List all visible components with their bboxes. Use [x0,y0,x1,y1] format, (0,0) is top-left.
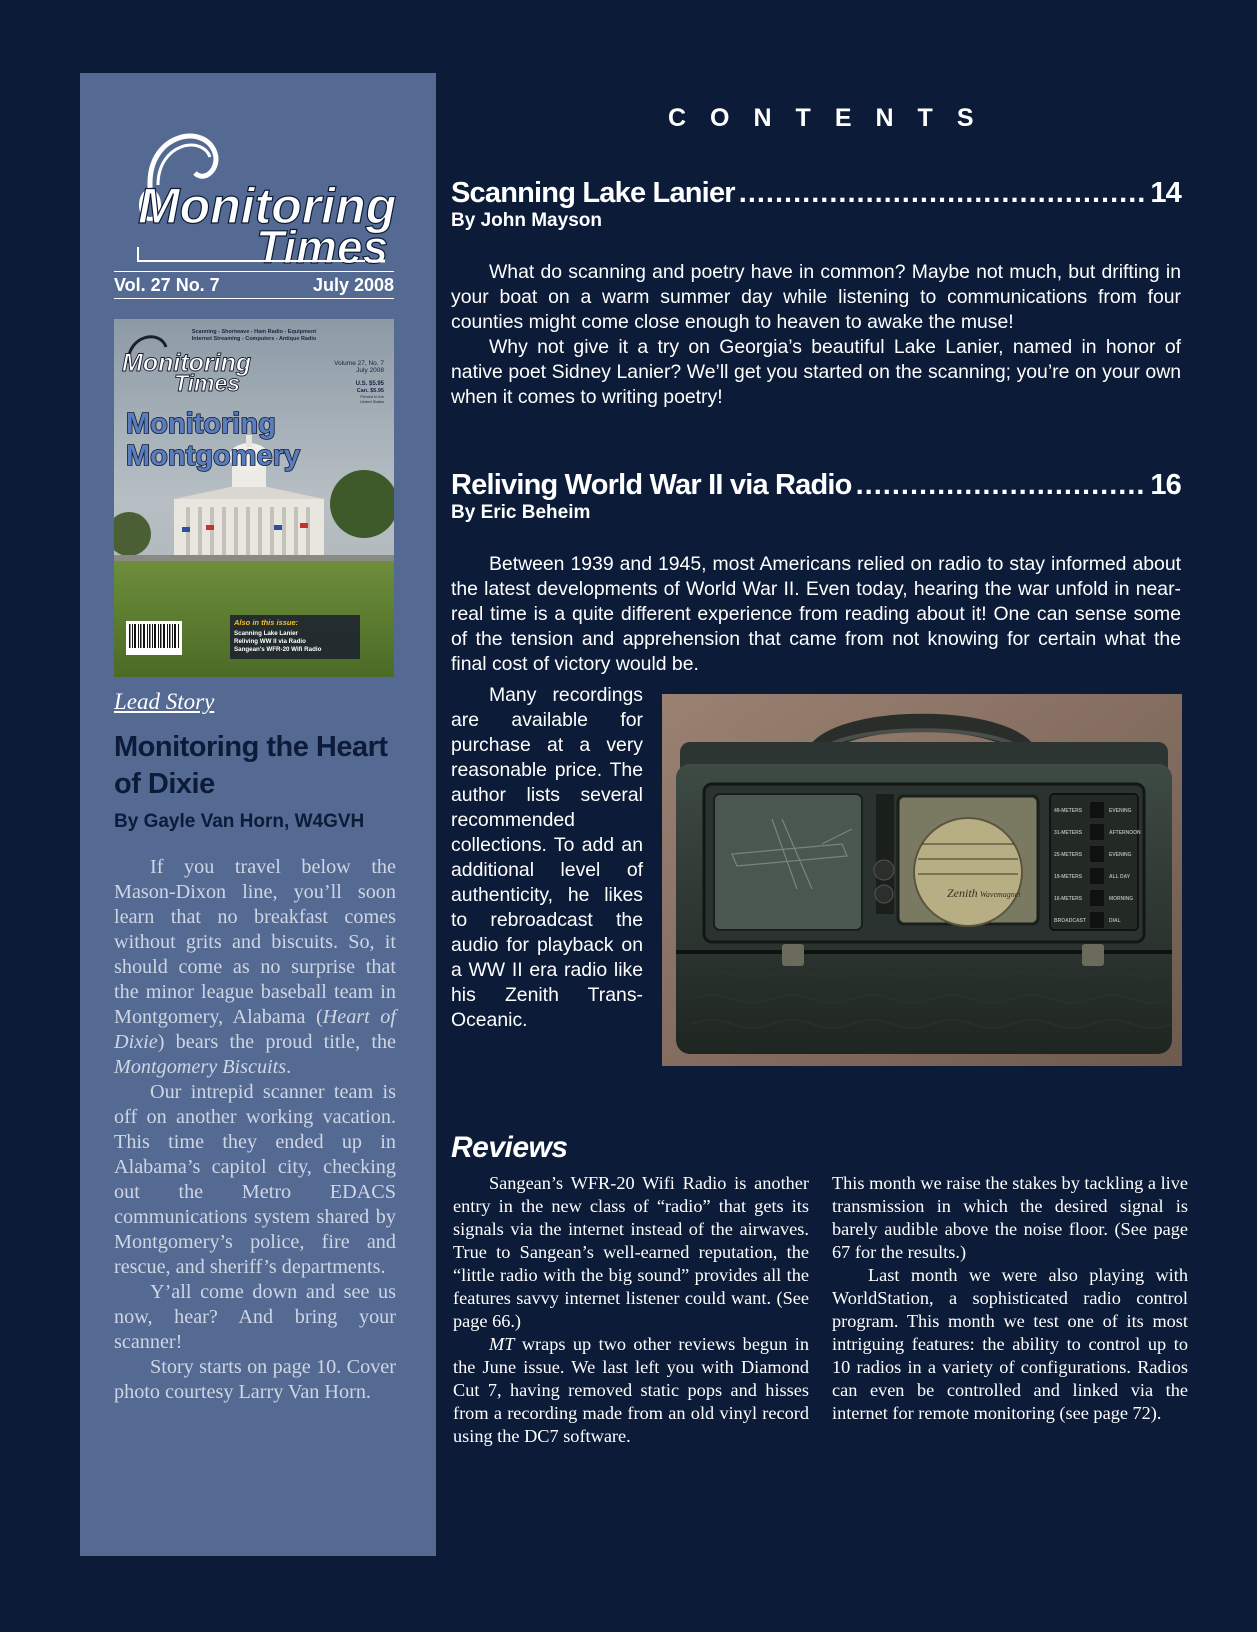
cover-price-us: U.S. $5.95 [355,381,384,387]
band-time-label: EVENING [1109,808,1132,814]
band-time-label: AFTERNOON [1109,830,1141,836]
article-narrow-column [451,683,643,1033]
cover-volume: Volume 27, No. 7 [334,360,384,367]
cover-price-can: Can. $5.95 [356,388,384,394]
article-reliving-ww2 [451,468,1181,677]
cover-headline-2: Montgomery [126,440,300,472]
article-paragraph: What do scanning and poetry have in common? Maybe not much, but drifting in your boat on a warm summer day while listening to communications from four counties might come close enough to heaven to awake the muse! [451,261,1181,333]
dial-model: Wavemagnet [980,890,1021,899]
review-text: wraps up two other reviews begun in the June issue. We last left you with Diamond Cut 7, having removed static pops and hisses from a recording made from an old vinyl record using the DC7 software. [453,1334,809,1446]
reviews-column-right [832,1172,1188,1425]
volume-number: Vol. 27 No. 7 [114,275,220,295]
issue-info [114,275,394,299]
article-body [451,552,1181,677]
article-body [451,260,1181,410]
lead-story-title: Monitoring the Heart of Dixie [114,731,388,800]
cover-printed-1: Printed in the [360,394,384,399]
article-title: Scanning Lake Lanier [451,177,735,209]
cover-logo-monitoring: Monitoring [122,349,252,377]
lead-story-body [114,855,396,1405]
volume-rule [114,271,394,272]
zenith-radio-photo [662,694,1182,1066]
band-time-label: EVENING [1109,852,1132,858]
review-paragraph: This month we raise the stakes by tackling a live transmission in which the desired signal is barely audible above the noise floor. (See page 67 for the results.) [832,1173,1188,1262]
cover-also-2: Reliving WW II via Radio [234,638,306,645]
reviews-heading: Reviews [451,1131,568,1164]
review-paragraph: Last month we were also playing with WorldStation, a sophisticated radio control program. This month we test one of its most intriguing features: the ability to control up to 10 radios in a variety of configurations. Radios can even be controlled and linked via the internet for remote monitoring (see page 72). [832,1265,1188,1423]
article-title-row[interactable] [451,176,1181,210]
lead-paragraph-1 [114,855,396,1080]
band-label: 31-METERS [1054,830,1083,836]
article-page-number: 14 [1150,177,1181,209]
lead-story-byline: By Gayle Van Horn, W4GVH [114,811,365,832]
band-time-label: ALL DAY [1109,874,1131,880]
cover-logo-times: Times [174,370,241,396]
band-label: 25-METERS [1054,852,1083,858]
issue-date: July 2008 [312,275,394,295]
article-byline: By John Mayson [451,210,602,231]
article-page-number: 16 [1150,469,1181,501]
lead-story-label[interactable]: Lead Story [114,689,215,714]
lead-p1-text-c: . [286,1056,292,1078]
review-paragraph: Sangean’s WFR-20 Wifi Radio is another entry in the new class of “radio” that gets its signals via the internet instead of the airwaves. True to Sangean’s well-earned reputation, the “little radio with the big sound” provides all the features savvy internet listener could want. (See page 66.) [453,1173,809,1331]
article-paragraph: Why not give it a try on Georgia’s beautiful Lake Lanier, named in honor of native poet Sidney Lanier? We’ll get you started on the scanning; you’re on your own when it comes to writing poetry! [451,336,1181,408]
lead-story [114,689,396,1405]
cover-tagline-2: Internet Streaming - Computers - Antique Radio [191,336,317,342]
lead-p1-em-1: Heart of Dixie [114,1006,396,1053]
band-label: BROADCAST [1054,918,1086,924]
lead-p1-em-2: Montgomery Biscuits [114,1056,287,1078]
article-title: Reliving World War II via Radio [451,469,852,501]
band-label: 19-METERS [1054,874,1083,880]
band-time-label: MORNING [1109,896,1134,902]
article-title-row[interactable] [451,468,1181,502]
dial-brand: Zenith [947,886,978,900]
lead-paragraph-4: Story starts on page 10. Cover photo courtesy Larry Van Horn. [114,1356,396,1403]
cover-also-3: Sangean's WFR-20 Wifi Radio [234,646,322,653]
cover-headline-1: Monitoring [126,408,276,440]
article-paragraph: Many recordings are available for purchase at a very reasonable price. The author lists several recommended collections. To add an additional level of authenticity, he likes to rebroadcast the audio for playback on a WW II era radio like his Zenith Trans-Oceanic. [451,684,643,1031]
band-time-label: DIAL [1109,918,1121,924]
sidebar-panel [80,73,436,1556]
lead-paragraph-2: Our intrepid scanner team is off on another working vacation. This time they ended up in Alabama’s capitol city, checking out the Metro EDACS communications system shared by Montgomery’s police, fire and rescue, and sheriff’s departments. [114,1081,396,1278]
contents-heading: CONTENTS [668,104,998,132]
article-paragraph: Between 1939 and 1945, most Americans relied on radio to stay informed about the latest developments of World War II. Even today, hearing the war unfold in near-real time is a quite different experience from reading about it! One can sense some of the tension and apprehension that came from not knowing for certain what the final cost of victory would be. [451,553,1181,675]
article-byline: By Eric Beheim [451,502,591,523]
band-label: 16-METERS [1054,896,1083,902]
cover-also-1: Scanning Lake Lanier [234,630,298,637]
review-paragraph [453,1333,809,1448]
dot-leader [739,176,1147,210]
article-scanning-lake-lanier [451,176,1181,410]
lead-p1-text-b: ) bears the proud title, the [157,1031,396,1053]
monitoring-times-logo [110,113,410,273]
review-em: MT [489,1334,515,1354]
cover-printed-2: United States [359,399,384,404]
cover-also-label: Also in this issue: [234,618,299,627]
dot-leader [856,468,1147,502]
cover-tagline-1: Scanning - Shortwave - Ham Radio - Equipment [191,329,317,335]
reviews-column-left [453,1172,809,1448]
cover-thumbnail [114,319,394,677]
band-label: 49-METERS [1054,808,1083,814]
lead-p1-text-a: If you travel below the Mason-Dixon line, you’ll soon learn that no breakfast comes without grits and biscuits. So, it should come as no surprise that the minor league baseball team in Montgomery, Alabama ( [114,856,396,1028]
lead-paragraph-3: Y’all come down and see us now, hear? And bring your scanner! [114,1281,396,1353]
cover-date: July 2008 [356,367,384,374]
logo-word-monitoring: Monitoring [138,178,397,234]
logo-word-times: Times [256,221,389,273]
